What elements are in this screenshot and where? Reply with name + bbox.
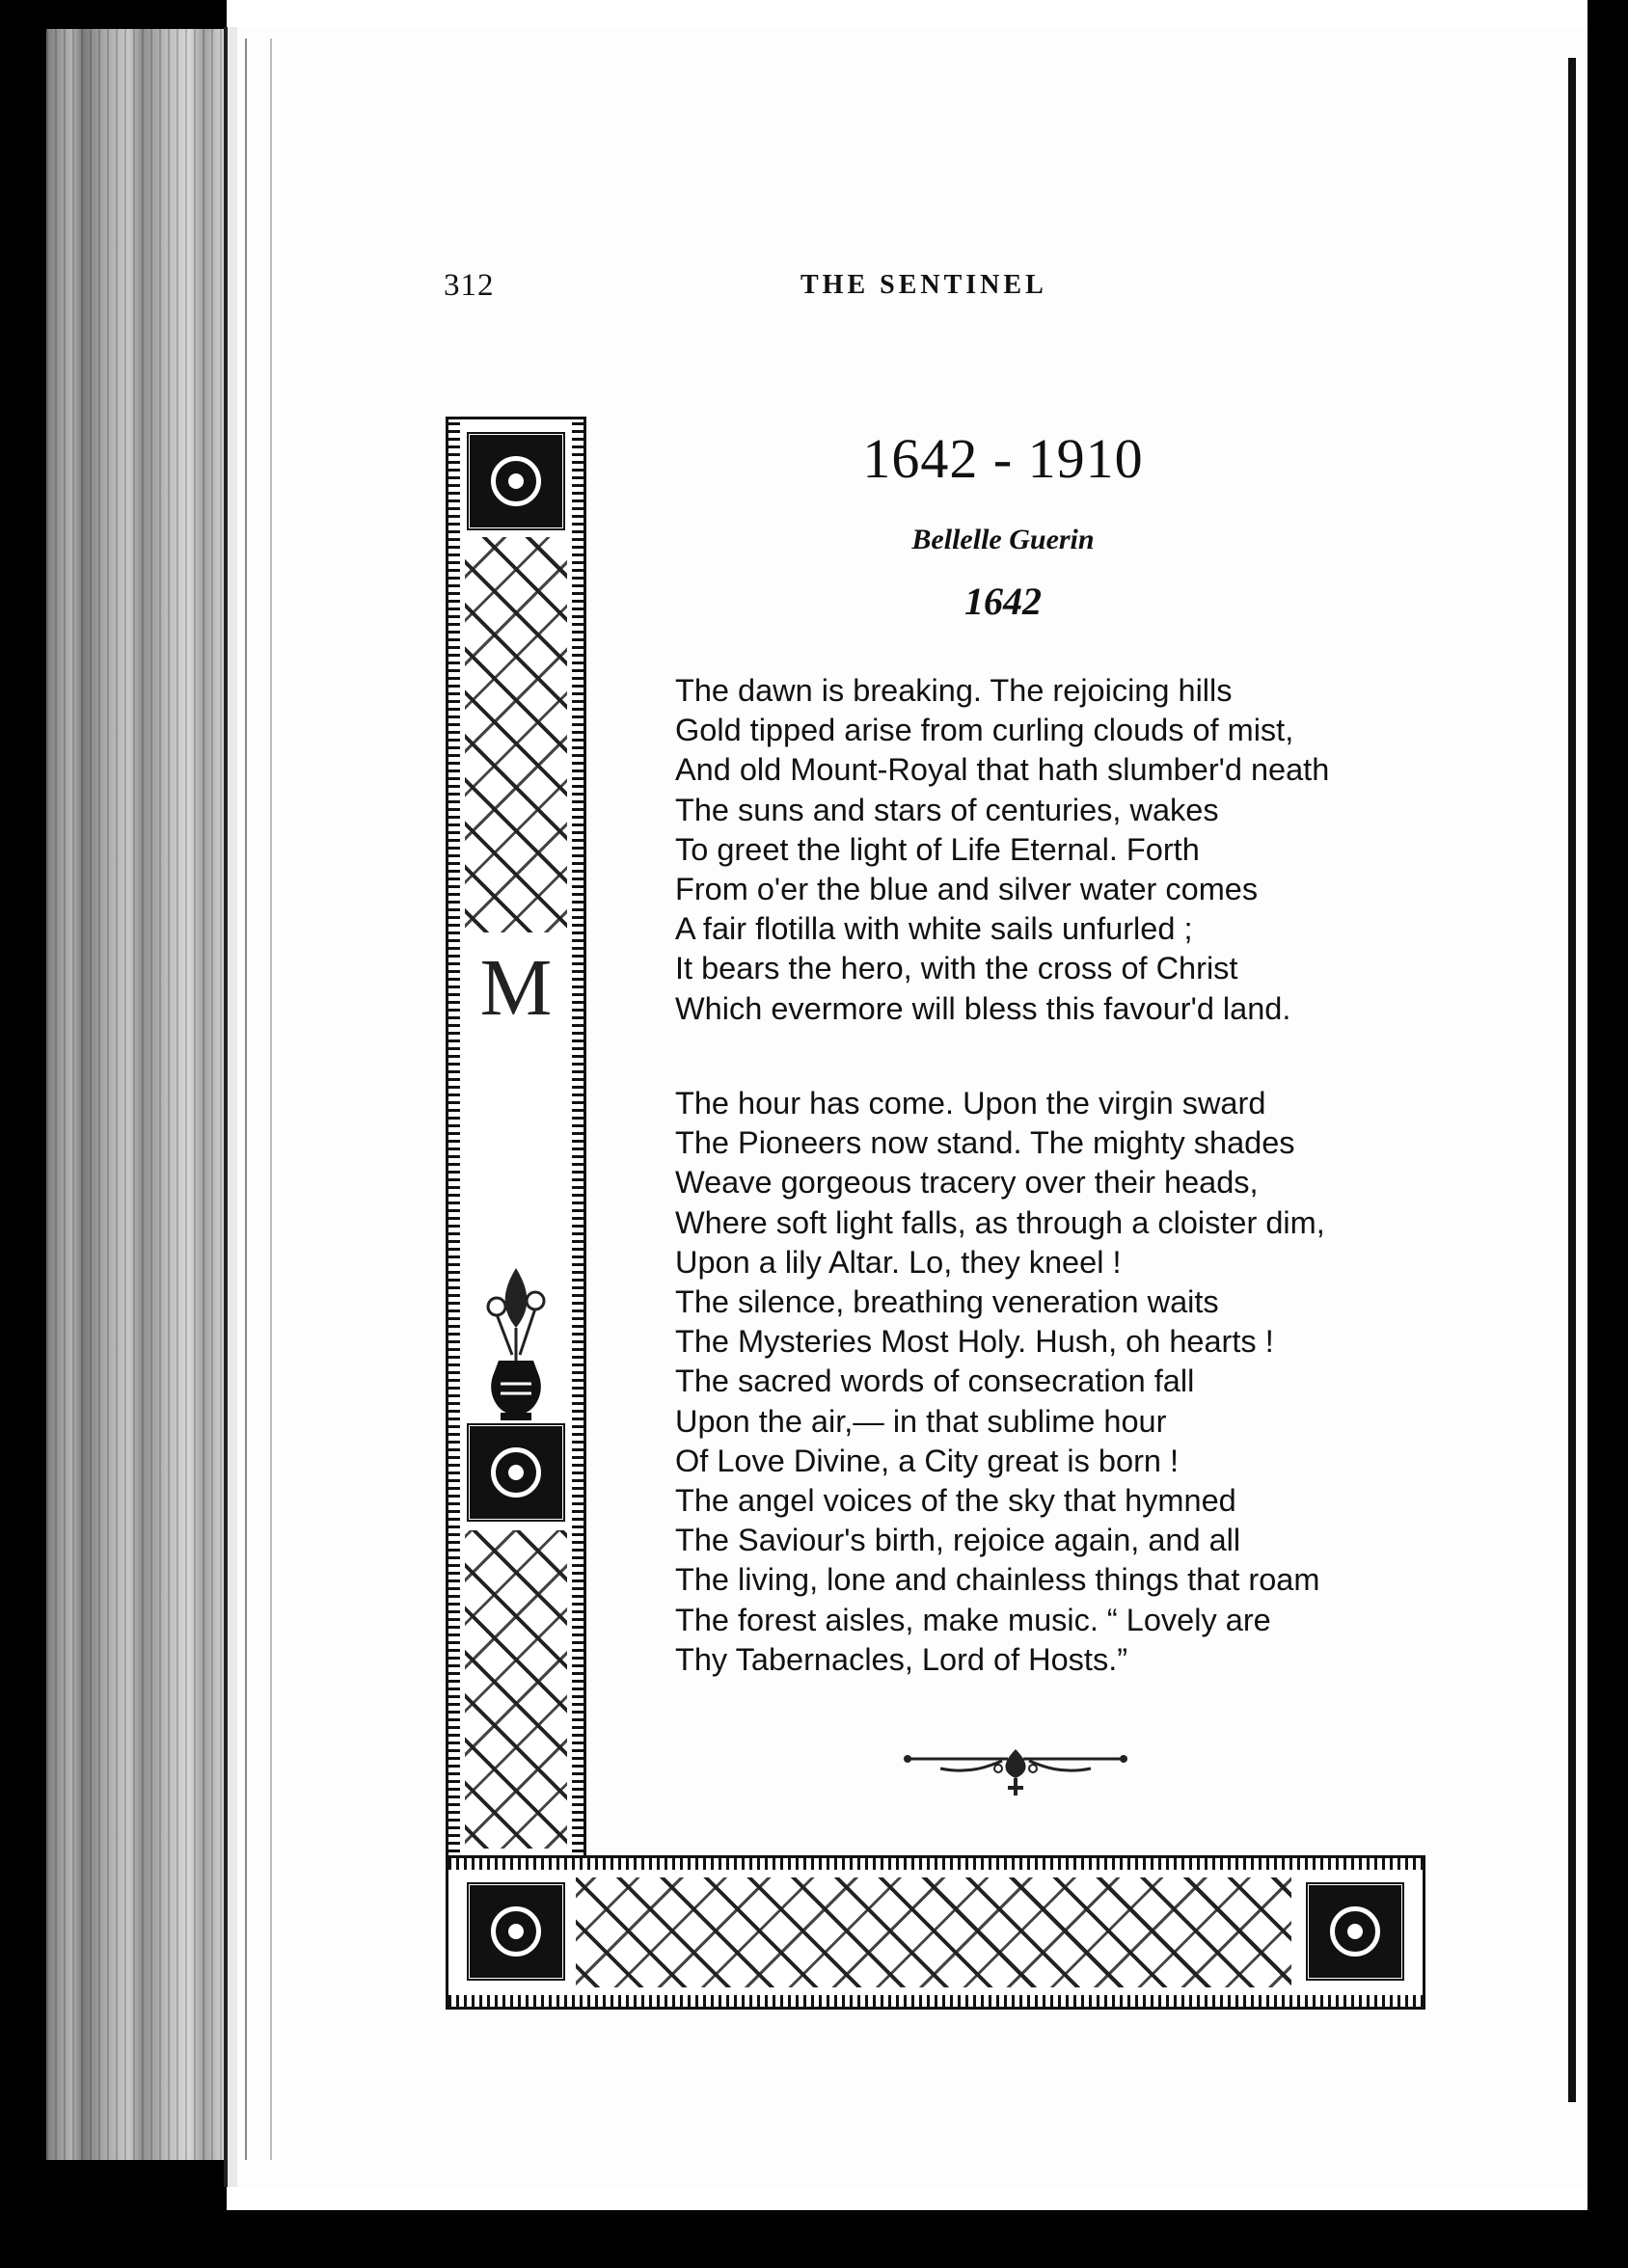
- monogram: M: [479, 943, 553, 1033]
- poem-line: The forest aisles, make music. “ Lovely are: [675, 1602, 1271, 1637]
- poem-line: The silence, breathing veneration waits: [675, 1284, 1219, 1320]
- poem-line: And old Mount-Royal that hath slumber'd neath: [675, 752, 1330, 788]
- rosette-tile-icon: [466, 1881, 566, 1982]
- scan-bottom-margin: [0, 2210, 1628, 2268]
- poem-line: From o'er the blue and silver water comes: [675, 872, 1259, 907]
- flower-vase-icon: [475, 1268, 556, 1422]
- poem-line: The Saviour's birth, rejoice again, and all: [675, 1523, 1241, 1558]
- ornamental-border-horizontal: [446, 1855, 1425, 2010]
- poem-line: Thy Tabernacles, Lord of Hosts.”: [675, 1641, 1128, 1677]
- stanza-1: [675, 671, 1329, 1029]
- facing-page-edge: [1587, 0, 1628, 2268]
- poem-line: The suns and stars of centuries, wakes: [675, 792, 1219, 827]
- poem-line: The hour has come. Upon the virgin sward: [675, 1086, 1266, 1120]
- poem-line: To greet the light of Life Eternal. Forth: [675, 831, 1200, 867]
- poem-line: Gold tipped arise from curling clouds of mist,: [675, 713, 1294, 748]
- poem-line: A fair flotilla with white sails unfurled ;: [675, 911, 1193, 947]
- page-edges: [46, 29, 230, 2160]
- poem-title: 1642 - 1910: [862, 427, 1144, 490]
- poem-line: The dawn is breaking. The rejoicing hills: [675, 673, 1233, 708]
- running-head: [0, 262, 1628, 320]
- poem-line: The living, lone and chainless things that roam: [675, 1562, 1320, 1598]
- section-heading: 1642: [964, 580, 1042, 623]
- poem-author: Bellelle Guerin: [911, 524, 1095, 555]
- leaf-vine-icon: [465, 1530, 567, 1849]
- poem-line: The sacred words of consecration fall: [675, 1364, 1195, 1399]
- poem-line: The angel voices of the sky that hymned: [675, 1483, 1236, 1519]
- poem-line: Which evermore will bless this favour'd land.: [675, 990, 1291, 1026]
- book-page-stack: [0, 0, 227, 2268]
- poem-line: Of Love Divine, a City great is born !: [675, 1443, 1180, 1478]
- leaf-vine-icon: [576, 1877, 1291, 1987]
- ornamental-border-vertical: [446, 417, 586, 1979]
- poem-line: Where soft light falls, as through a cloister dim,: [675, 1204, 1325, 1240]
- rosette-tile-icon: [1305, 1881, 1405, 1982]
- rosette-tile-icon: [466, 1422, 566, 1523]
- poem-line: The Pioneers now stand. The mighty shades: [675, 1125, 1295, 1161]
- rosette-tile-icon: [466, 431, 566, 531]
- page-number: 312: [444, 268, 495, 303]
- leaf-vine-icon: [465, 537, 567, 932]
- poem-line: Upon a lily Altar. Lo, they kneel !: [675, 1244, 1122, 1280]
- poem-line: The Mysteries Most Holy. Hush, oh hearts !: [675, 1324, 1274, 1360]
- stanza-2: [675, 1084, 1325, 1680]
- poem-line: Weave gorgeous tracery over their heads,: [675, 1165, 1259, 1201]
- poem-line: Upon the air,— in that sublime hour: [675, 1403, 1167, 1439]
- poem-line: It bears the hero, with the cross of Christ: [675, 951, 1238, 986]
- running-title: THE SENTINEL: [800, 270, 1047, 300]
- flourish-icon: [902, 1745, 1129, 1803]
